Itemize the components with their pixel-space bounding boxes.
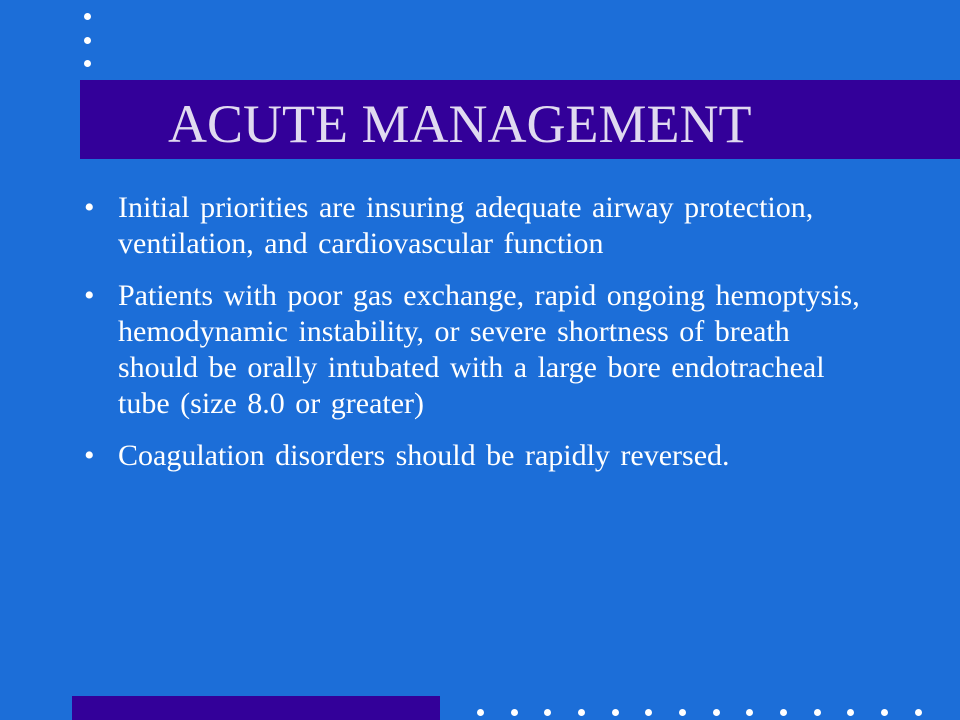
- bullet-item: [80, 278, 880, 422]
- decorative-dot: [84, 60, 91, 67]
- bullet-list: [80, 190, 880, 490]
- decorative-dot: [847, 709, 854, 716]
- decorative-dot: [511, 709, 518, 716]
- decorative-dot: [746, 709, 753, 716]
- bullet-item: [80, 438, 880, 474]
- decorative-dot: [84, 13, 91, 20]
- decorative-dot: [578, 709, 585, 716]
- bullet-text: Initial priorities are insuring adequate airway protection, ventilation, and cardiovascular function: [118, 191, 814, 260]
- bullet-icon: •: [84, 279, 95, 312]
- decorative-dot: [679, 709, 686, 716]
- decorative-dot: [612, 709, 619, 716]
- decorative-dot: [881, 709, 888, 716]
- decorative-dot: [780, 709, 787, 716]
- bullet-icon: •: [84, 439, 95, 472]
- decorative-dot: [713, 709, 720, 716]
- decorative-dot: [477, 709, 484, 716]
- decorative-dot: [915, 709, 922, 716]
- decorative-dot: [645, 709, 652, 716]
- slide-title: ACUTE MANAGEMENT: [168, 94, 752, 154]
- bullet-item: [80, 190, 880, 262]
- bottom-accent-bar: [72, 696, 440, 720]
- decorative-dot: [544, 709, 551, 716]
- bullet-text: Patients with poor gas exchange, rapid ongoing hemoptysis, hemodynamic instability, or severe shortness of breath should be orally intubated with a large bore endotracheal tube (size 8.0 or greater): [118, 279, 860, 420]
- bullet-icon: •: [84, 191, 95, 224]
- decorative-dot: [814, 709, 821, 716]
- bullet-text: Coagulation disorders should be rapidly reversed.: [118, 439, 730, 472]
- decorative-dot: [84, 37, 91, 44]
